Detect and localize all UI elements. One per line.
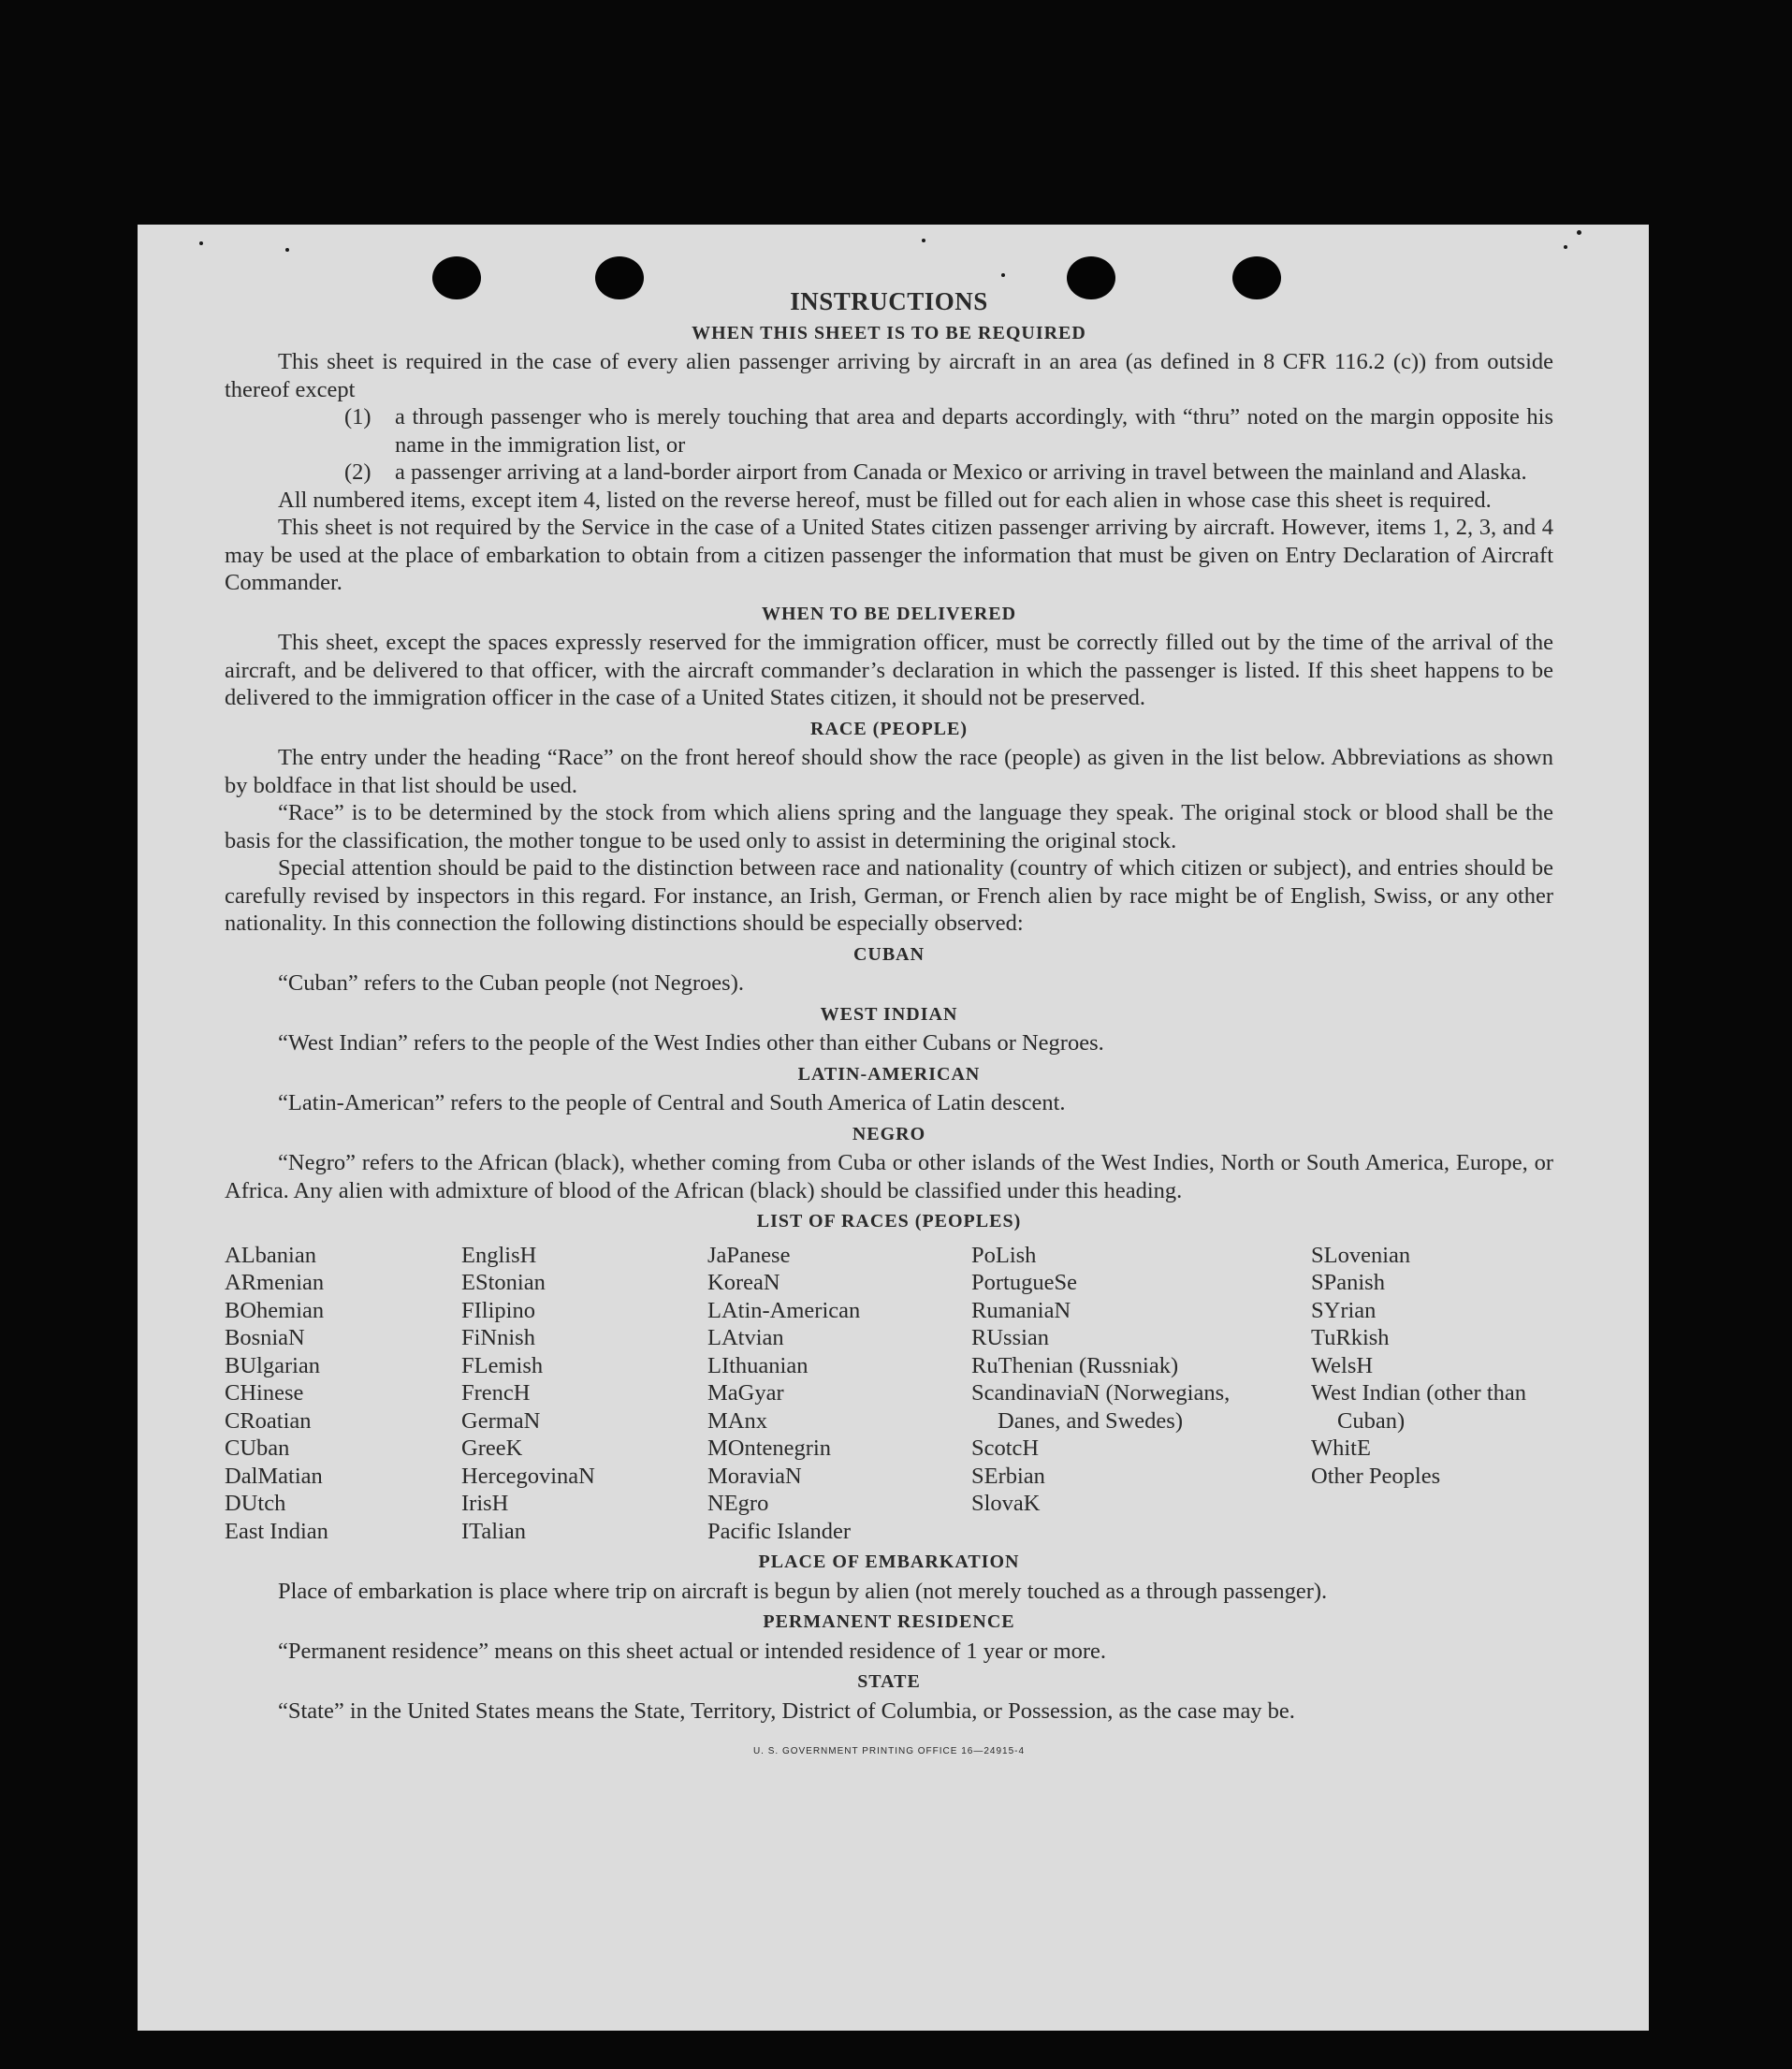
race-entry: PortugueSe [971, 1270, 1077, 1295]
heading-when-required: WHEN THIS SHEET IS TO BE REQUIRED [692, 322, 1086, 343]
dust-speck [285, 248, 289, 252]
paragraph-negro: “Negro” refers to the African (black), whether coming from Cuba or other islands of the West Indies, North or South America, Europe, or Africa. Any alien with admixture of blood of the African (black) should be classified under this heading. [225, 1150, 1553, 1203]
race-entry: CHinese [225, 1380, 304, 1406]
item-text: a through passenger who is merely touching that area and departs accordingly, with “thru” noted on the margin opposite his name in the immigration list, or [395, 404, 1553, 458]
race-entry: KoreaN [707, 1270, 780, 1295]
races-column [225, 1242, 461, 1546]
race-entry: TuRkish [1311, 1325, 1390, 1350]
races-column [1311, 1242, 1553, 1546]
race-entry: Pacific Islander [707, 1518, 852, 1544]
race-entry: BUlgarian [225, 1352, 321, 1378]
heading-west-indian: WEST INDIAN [820, 1003, 958, 1025]
races-column [707, 1242, 971, 1546]
heading-state: STATE [857, 1671, 921, 1692]
race-entry: BosniaN [225, 1325, 305, 1350]
heading-permanent-residence: PERMANENT RESIDENCE [763, 1611, 1015, 1632]
race-entry: GreeK [461, 1435, 523, 1461]
races-list [225, 1242, 1553, 1546]
race-entry: ScandinaviaN (Norwegians, Danes, and Swedes) [971, 1380, 1231, 1434]
paragraph-citizen: This sheet is not required by the Service in the case of a United States citizen passenger arriving by aircraft. However, items 1, 2, 3, and 4 may be used at the place of embarkation to obtain from a citizen passenger the information that must be given on Entry Declaration of Aircraft Commander. [225, 515, 1553, 595]
races-column [461, 1242, 707, 1546]
race-entry: SPanish [1311, 1270, 1385, 1295]
item-number: (2) [344, 459, 372, 485]
race-entry: JaPanese [707, 1242, 791, 1268]
paragraph-cuban: “Cuban” refers to the Cuban people (not Negroes). [278, 970, 744, 996]
race-entry: Other Peoples [1311, 1463, 1441, 1489]
race-entry: RumaniaN [971, 1297, 1071, 1323]
item-number: (1) [344, 404, 372, 430]
exception-item [344, 403, 1553, 459]
page-title: INSTRUCTIONS [790, 287, 988, 315]
item-text: a passenger arriving at a land-border airport from Canada or Mexico or arriving in travel between the mainland and Alaska. [395, 459, 1527, 485]
race-entry: CUban [225, 1435, 290, 1461]
paragraph-race-1: The entry under the heading “Race” on the front hereof should show the race (people) as given in the list below. Abbreviations as shown by boldface in that list should be used. [225, 745, 1553, 798]
dust-speck [1001, 273, 1005, 277]
heading-latin-american: LATIN-AMERICAN [797, 1063, 981, 1085]
instructions-content [225, 288, 1553, 1766]
paragraph-west-indian: “West Indian” refers to the people of the West Indies other than either Cubans or Negroes. [278, 1030, 1104, 1056]
race-entry: MoraviaN [707, 1463, 802, 1489]
race-entry: EnglisH [461, 1242, 537, 1268]
dust-speck [922, 239, 925, 242]
race-entry: CRoatian [225, 1407, 312, 1434]
race-entry: LIthuanian [707, 1352, 809, 1378]
race-entry: West Indian (other than Cuban) [1311, 1380, 1527, 1434]
heading-cuban: CUBAN [852, 943, 925, 965]
dust-speck [1577, 230, 1581, 235]
paragraph-required-intro: This sheet is required in the case of every alien passenger arriving by aircraft in an area (as defined in 8 CFR 116.2 (c)) from outside thereof except [225, 349, 1553, 402]
race-entry: WelsH [1311, 1352, 1374, 1378]
race-entry: IrisH [461, 1491, 509, 1516]
paragraph-race-3: Special attention should be paid to the distinction between race and nationality (country of which citizen or subject), and entries should be carefully revised by inspectors in this regard. For instance, an Irish, German, or French alien by race might be of English, Swiss, or any other nationality. In this connection the following distinctions should be especially observed: [225, 855, 1553, 936]
paragraph-race-2: “Race” is to be determined by the stock from which aliens spring and the language they speak. The original stock or blood shall be the basis for the classification, the mother tongue to be used only to assist in determining the original stock. [225, 800, 1553, 853]
race-entry: SErbian [971, 1463, 1045, 1489]
paragraph-state: “State” in the United States means the State, Territory, District of Columbia, or Possession, as the case may be. [278, 1697, 1295, 1724]
race-entry: East Indian [225, 1518, 328, 1544]
race-entry: FLemish [461, 1352, 544, 1378]
race-entry: LAtvian [707, 1325, 784, 1350]
race-entry: SLovenian [1311, 1242, 1411, 1268]
race-entry: HercegovinaN [461, 1463, 595, 1489]
race-entry: LAtin-American [707, 1297, 861, 1323]
races-column [971, 1242, 1311, 1546]
race-entry: ALbanian [225, 1242, 316, 1268]
paragraph-numbered-items: All numbered items, except item 4, listed on the reverse hereof, must be filled out for each alien in whose case this sheet is required. [278, 487, 1492, 513]
race-entry: ScotcH [971, 1435, 1040, 1461]
race-entry: DalMatian [225, 1463, 323, 1489]
race-entry: MaGyar [707, 1380, 784, 1406]
race-entry: BOhemian [225, 1297, 325, 1323]
heading-place-of-embarkation: PLACE OF EMBARKATION [758, 1552, 1020, 1572]
race-entry: MAnx [707, 1407, 767, 1434]
race-entry: RuThenian (Russniak) [971, 1352, 1179, 1378]
race-entry: SYrian [1311, 1297, 1377, 1323]
paragraph-delivered: This sheet, except the spaces expressly reserved for the immigration officer, must be correctly filled out by the time of the arrival of the aircraft, and be delivered to that officer, with the aircraft commander’s declaration in which the passenger is listed. If this sheet happens to be delivered to the immigration officer in the case of a United States citizen, it should not be preserved. [225, 630, 1553, 710]
race-entry: ITalian [461, 1518, 527, 1544]
race-entry: PoLish [971, 1242, 1037, 1268]
dust-speck [199, 241, 203, 245]
paragraph-latin-american: “Latin-American” refers to the people of Central and South America of Latin descent. [278, 1090, 1066, 1115]
race-entry: FiNnish [461, 1325, 535, 1350]
race-entry: EStonian [461, 1270, 546, 1295]
exception-item [344, 459, 1553, 487]
dust-speck [1564, 245, 1567, 249]
race-entry: FrencH [461, 1380, 531, 1406]
heading-negro: NEGRO [852, 1123, 926, 1144]
paragraph-embarkation: Place of embarkation is place where trip on aircraft is begun by alien (not merely touched as a through passenger). [278, 1578, 1328, 1604]
race-entry: FIlipino [461, 1297, 535, 1323]
printing-office-footer: U. S. GOVERNMENT PRINTING OFFICE 16—24915-4 [752, 1746, 1026, 1756]
race-entry: GermaN [461, 1407, 541, 1434]
paragraph-residence: “Permanent residence” means on this sheet actual or intended residence of 1 year or more. [278, 1638, 1107, 1664]
race-entry: MOntenegrin [707, 1435, 831, 1461]
race-entry: WhitE [1311, 1435, 1371, 1461]
race-entry: SlovaK [971, 1491, 1041, 1516]
heading-when-delivered: WHEN TO BE DELIVERED [761, 603, 1017, 624]
race-entry: NEgro [707, 1491, 769, 1516]
heading-race: RACE (PEOPLE) [810, 718, 968, 739]
heading-list-of-races: LIST OF RACES (PEOPLES) [756, 1211, 1022, 1231]
race-entry: DUtch [225, 1491, 286, 1516]
race-entry: RUssian [971, 1325, 1050, 1350]
race-entry: ARmenian [225, 1270, 325, 1295]
